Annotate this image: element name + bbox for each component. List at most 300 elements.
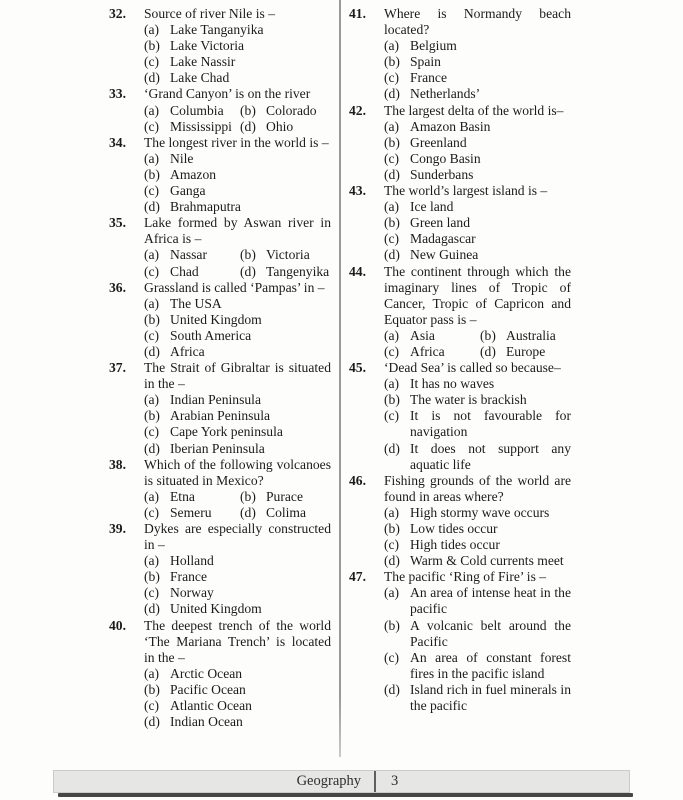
option-label: (b) (384, 134, 400, 150)
option-text: Lake Tanganyika (170, 22, 264, 38)
option-label: (b) (144, 311, 160, 327)
option (384, 392, 571, 408)
option-text: Lake Chad (170, 70, 230, 86)
option-text: Congo Basin (410, 150, 481, 166)
option-row (144, 183, 331, 199)
option-text: The USA (170, 295, 222, 311)
option-label: (d) (384, 553, 400, 569)
question-number: 39. (109, 521, 126, 536)
option-text: Europe (506, 343, 546, 359)
option-label: (d) (144, 199, 160, 215)
option (384, 328, 480, 344)
question-body (144, 457, 331, 521)
option-label: (c) (144, 183, 160, 199)
option-label: (b) (144, 408, 160, 424)
option-text: Greenland (410, 134, 467, 150)
option (144, 22, 331, 38)
option-text: Nassar (170, 247, 207, 263)
option (384, 408, 571, 440)
question-text: Fishing grounds of the world are found in areas where? (384, 472, 571, 504)
option-text: Indian Ocean (170, 714, 243, 730)
option-row (144, 441, 331, 457)
question-body (384, 6, 571, 103)
option (144, 312, 331, 328)
option (384, 86, 571, 102)
question-text: The world’s largest island is – (384, 183, 548, 199)
question-number: 41. (349, 6, 366, 21)
option-label: (a) (384, 504, 400, 520)
option (144, 666, 331, 682)
question-number: 45. (349, 360, 366, 376)
option-text: Arctic Ocean (170, 665, 243, 681)
option-text: Pacific Ocean (170, 681, 246, 697)
option-label: (a) (144, 22, 160, 38)
option-row (384, 682, 571, 714)
question-text: Which of the following volcanoes is situated in Mexico? (144, 456, 331, 488)
option-text: The water is brackish (410, 392, 527, 408)
option-text: United Kingdom (170, 311, 262, 327)
option-text: Colorado (266, 102, 317, 118)
option-text: New Guinea (410, 247, 479, 263)
option-label: (c) (384, 70, 400, 86)
option-row (144, 247, 331, 263)
option-label: (a) (384, 585, 400, 601)
option-label: (a) (384, 327, 400, 343)
question-block (349, 360, 571, 473)
question-number: 43. (349, 183, 366, 199)
option-text: France (410, 70, 447, 86)
option-text: Lake Victoria (170, 38, 245, 54)
question-number: 33. (109, 86, 126, 102)
option-text: Brahmaputra (170, 199, 241, 215)
option-row (384, 553, 571, 569)
option-row (384, 199, 571, 215)
option (144, 183, 331, 199)
option (384, 344, 480, 360)
option-row (384, 618, 571, 650)
option-row (384, 119, 571, 135)
page-footer (53, 770, 630, 793)
option-text: Lake Nassir (170, 54, 236, 70)
option-row (384, 441, 571, 473)
option (384, 537, 571, 553)
option-row (144, 553, 331, 569)
option-text: Chad (170, 263, 199, 279)
option-row (144, 264, 331, 280)
question-block (109, 360, 331, 457)
option-text: Nile (170, 150, 194, 166)
option (144, 167, 331, 183)
option-label: (d) (384, 440, 400, 456)
question-column (349, 6, 571, 768)
option-label: (a) (144, 150, 160, 166)
option-label: (d) (240, 263, 256, 279)
question-text: Where is Normandy beach located? (384, 6, 571, 38)
question-number: 34. (109, 134, 126, 150)
option-label: (b) (144, 569, 160, 585)
question-body (384, 264, 571, 361)
option (240, 264, 331, 280)
option-label: (a) (144, 295, 160, 311)
option-row (384, 505, 571, 521)
option-text: Asia (410, 327, 435, 343)
column-divider-line (339, 0, 341, 757)
option-row (144, 151, 331, 167)
option (384, 521, 571, 537)
option-label: (c) (144, 54, 160, 70)
question-text: The continent through which the imaginary lines of Tropic of Cancer, Tropic of Capricon and Equator pass is – (384, 263, 571, 327)
option (144, 199, 331, 215)
option-text: Semeru (170, 504, 212, 520)
option-text: Atlantic Ocean (170, 698, 252, 714)
option-label: (a) (144, 553, 160, 569)
option-row (144, 22, 331, 38)
option-text: Low tides occur (410, 521, 498, 536)
option-text: Island rich in fuel minerals in the pacific (410, 681, 571, 714)
option (144, 54, 331, 70)
question-number: 35. (109, 215, 126, 231)
option-text: Green land (410, 215, 471, 231)
option-row (144, 569, 331, 585)
question-number: 46. (349, 472, 366, 488)
option-row (144, 328, 331, 344)
option-row (144, 489, 331, 505)
option-text: Spain (410, 54, 441, 70)
option (144, 553, 331, 569)
question-block (349, 569, 571, 714)
option-label: (c) (144, 424, 160, 440)
option-row (384, 38, 571, 54)
question-number: 40. (109, 617, 126, 633)
option-text: Victoria (266, 247, 310, 263)
option-label: (a) (144, 665, 160, 681)
option (144, 441, 331, 457)
option-label: (d) (384, 86, 400, 102)
option (240, 489, 331, 505)
option (384, 585, 571, 617)
option (480, 328, 571, 344)
option (384, 682, 571, 714)
option-label: (b) (144, 38, 160, 54)
option-label: (d) (384, 681, 400, 697)
option-text: High tides occur (410, 537, 500, 553)
option-label: (b) (384, 54, 400, 70)
option (144, 601, 331, 617)
option (384, 618, 571, 650)
option-label: (c) (144, 118, 160, 134)
option-row (144, 199, 331, 215)
question-body (144, 280, 331, 360)
option-text: Etna (170, 488, 195, 504)
option-row (144, 682, 331, 698)
option-text: An area of constant forest fires in the pacific island (410, 649, 571, 681)
option-text: A volcanic belt around the Pacific (410, 617, 571, 649)
question-block (109, 521, 331, 618)
option-label: (d) (384, 166, 400, 182)
footer-underline (58, 793, 633, 797)
option-row (384, 650, 571, 682)
option-text: Africa (410, 343, 445, 359)
question-text: Grassland is called ‘Pampas’ in – (144, 279, 325, 295)
option-text: South America (170, 327, 252, 343)
option-label: (a) (144, 247, 160, 263)
option-label: (c) (384, 150, 400, 166)
option-label: (c) (144, 698, 160, 714)
option-label: (d) (240, 504, 256, 520)
option-label: (d) (144, 601, 160, 617)
option (144, 70, 331, 86)
option-label: (a) (144, 392, 160, 408)
option (240, 119, 331, 135)
question-body (144, 86, 331, 134)
option (384, 553, 571, 569)
option-label: (d) (144, 440, 160, 456)
option (384, 505, 571, 521)
option (144, 151, 331, 167)
option-text: Amazon Basin (410, 118, 491, 134)
option-row (384, 70, 571, 86)
option (384, 650, 571, 682)
option (384, 199, 571, 215)
question-block (349, 6, 571, 103)
option-row (144, 119, 331, 135)
option-label: (c) (384, 231, 400, 247)
option-text: United Kingdom (170, 601, 262, 617)
option-text: Indian Peninsula (170, 392, 261, 408)
option-row (144, 666, 331, 682)
question-text: ‘Grand Canyon’ is on the river (144, 86, 311, 102)
option-text: Arabian Peninsula (170, 408, 271, 424)
option (144, 585, 331, 601)
option-label: (c) (384, 649, 400, 665)
option-text: High stormy wave occurs (410, 504, 550, 520)
option (144, 505, 240, 521)
question-column (109, 6, 331, 768)
option-row (144, 714, 331, 730)
option-label: (c) (384, 537, 400, 553)
option-label: (d) (480, 343, 496, 359)
option-label: (a) (384, 38, 400, 54)
option (144, 682, 331, 698)
footer-page-number: 3 (391, 773, 399, 789)
option-label: (b) (384, 215, 400, 231)
option-label: (a) (384, 376, 400, 392)
question-number: 38. (109, 456, 126, 472)
option-row (144, 103, 331, 119)
option (240, 103, 331, 119)
option-row (384, 408, 571, 440)
option (144, 328, 331, 344)
option (384, 54, 571, 70)
option-label: (c) (144, 504, 160, 520)
option-text: Tangenyika (266, 263, 330, 279)
option-label: (a) (144, 102, 160, 118)
option-label: (b) (240, 488, 256, 504)
option (384, 70, 571, 86)
question-number: 42. (349, 102, 366, 118)
option-label: (c) (384, 343, 400, 359)
question-body (144, 521, 331, 618)
option-text: Colima (266, 504, 307, 520)
question-body (384, 103, 571, 183)
option-row (384, 376, 571, 392)
option (144, 714, 331, 730)
option-text: It is not favourable for navigation (410, 408, 571, 440)
option-row (384, 151, 571, 167)
question-number: 32. (109, 6, 126, 21)
question-block (109, 86, 331, 134)
question-block (349, 103, 571, 183)
option-label: (a) (144, 488, 160, 504)
question-number: 36. (109, 279, 126, 295)
question-block (109, 280, 331, 360)
option-text: Ice land (410, 199, 454, 215)
question-text: Source of river Nile is – (144, 6, 275, 21)
option-label: (b) (240, 102, 256, 118)
option-label: (b) (384, 617, 400, 633)
option (144, 569, 331, 585)
option-row (384, 215, 571, 231)
option-row (384, 521, 571, 537)
option-label: (b) (144, 681, 160, 697)
option-text: Ganga (170, 183, 206, 199)
question-block (349, 183, 571, 263)
option-label: (d) (240, 118, 256, 134)
question-block (349, 473, 571, 570)
option (144, 103, 240, 119)
option (384, 215, 571, 231)
option-text: Africa (170, 343, 205, 359)
question-block (109, 6, 331, 86)
question-body (144, 618, 331, 731)
option (144, 408, 331, 424)
option (144, 344, 331, 360)
question-text: The pacific ‘Ring of Fire’ is – (384, 569, 547, 585)
question-block (109, 135, 331, 215)
option-row (384, 585, 571, 617)
question-block (349, 264, 571, 361)
option-label: (b) (480, 327, 496, 343)
option-label: (a) (384, 199, 400, 215)
question-text: The Strait of Gibraltar is situated in the – (144, 360, 331, 392)
option-label: (c) (384, 408, 400, 424)
question-body (144, 135, 331, 215)
question-body (384, 473, 571, 570)
option-text: It does not support any aquatic life (410, 440, 571, 472)
option-label: (c) (144, 585, 160, 601)
option-label: (d) (384, 247, 400, 263)
question-block (109, 215, 331, 279)
question-text: Lake formed by Aswan river in Africa is – (144, 215, 331, 247)
option-row (144, 70, 331, 86)
option-row (384, 54, 571, 70)
option-label: (a) (384, 118, 400, 134)
option-row (384, 344, 571, 360)
option-row (384, 86, 571, 102)
option (384, 247, 571, 263)
option-row (144, 505, 331, 521)
option-text: Amazon (170, 166, 217, 182)
option-row (144, 424, 331, 440)
footer-subject-label: Geography (296, 773, 361, 789)
question-body (144, 6, 331, 86)
option (144, 424, 331, 440)
option-text: Belgium (410, 38, 457, 54)
option (240, 247, 331, 263)
option-row (144, 167, 331, 183)
question-body (144, 360, 331, 457)
option-text: Columbia (170, 102, 224, 118)
option-row (384, 328, 571, 344)
option (384, 119, 571, 135)
option-row (144, 585, 331, 601)
option (144, 392, 331, 408)
option-text: Sunderbans (410, 166, 474, 182)
option-row (384, 537, 571, 553)
option (384, 38, 571, 54)
option (144, 698, 331, 714)
question-text: The largest delta of the world is– (384, 102, 564, 118)
option (384, 135, 571, 151)
option-row (144, 408, 331, 424)
option-text: Mississippi (170, 118, 232, 134)
option-label: (c) (144, 263, 160, 279)
option (384, 441, 571, 473)
option-text: Iberian Peninsula (170, 440, 265, 456)
option-text: Netherlands’ (410, 86, 481, 102)
question-text: The longest river in the world is – (144, 134, 329, 150)
option (384, 376, 571, 392)
option (384, 167, 571, 183)
option-label: (d) (144, 70, 160, 86)
option-row (384, 135, 571, 151)
option (384, 231, 571, 247)
question-number: 47. (349, 569, 366, 585)
question-body (144, 215, 331, 279)
option (144, 247, 240, 263)
option-label: (c) (144, 327, 160, 343)
option-text: Holland (170, 553, 214, 569)
option-row (144, 312, 331, 328)
option-text: Australia (506, 327, 556, 343)
question-text: The deepest trench of the world ‘The Mariana Trench’ is located in the – (144, 617, 331, 665)
option-text: Purace (266, 488, 303, 504)
option-label: (d) (144, 714, 160, 730)
option-text: An area of intense heat in the pacific (410, 585, 571, 617)
option-text: Ohio (266, 118, 294, 134)
option-row (144, 601, 331, 617)
question-block (109, 457, 331, 521)
option (144, 489, 240, 505)
option (480, 344, 571, 360)
option-row (384, 231, 571, 247)
option-row (384, 392, 571, 408)
option-row (144, 54, 331, 70)
question-number: 37. (109, 360, 126, 376)
question-text: ‘Dead Sea’ is called so because– (384, 360, 561, 376)
option-row (384, 167, 571, 183)
question-block (109, 618, 331, 731)
option-label: (b) (384, 392, 400, 408)
option-row (144, 344, 331, 360)
option-label: (b) (240, 247, 256, 263)
option-text: Norway (170, 585, 214, 601)
option-row (144, 698, 331, 714)
option (144, 119, 240, 135)
option-label: (b) (144, 166, 160, 182)
option-text: Madagascar (410, 231, 476, 247)
question-body (384, 360, 571, 473)
